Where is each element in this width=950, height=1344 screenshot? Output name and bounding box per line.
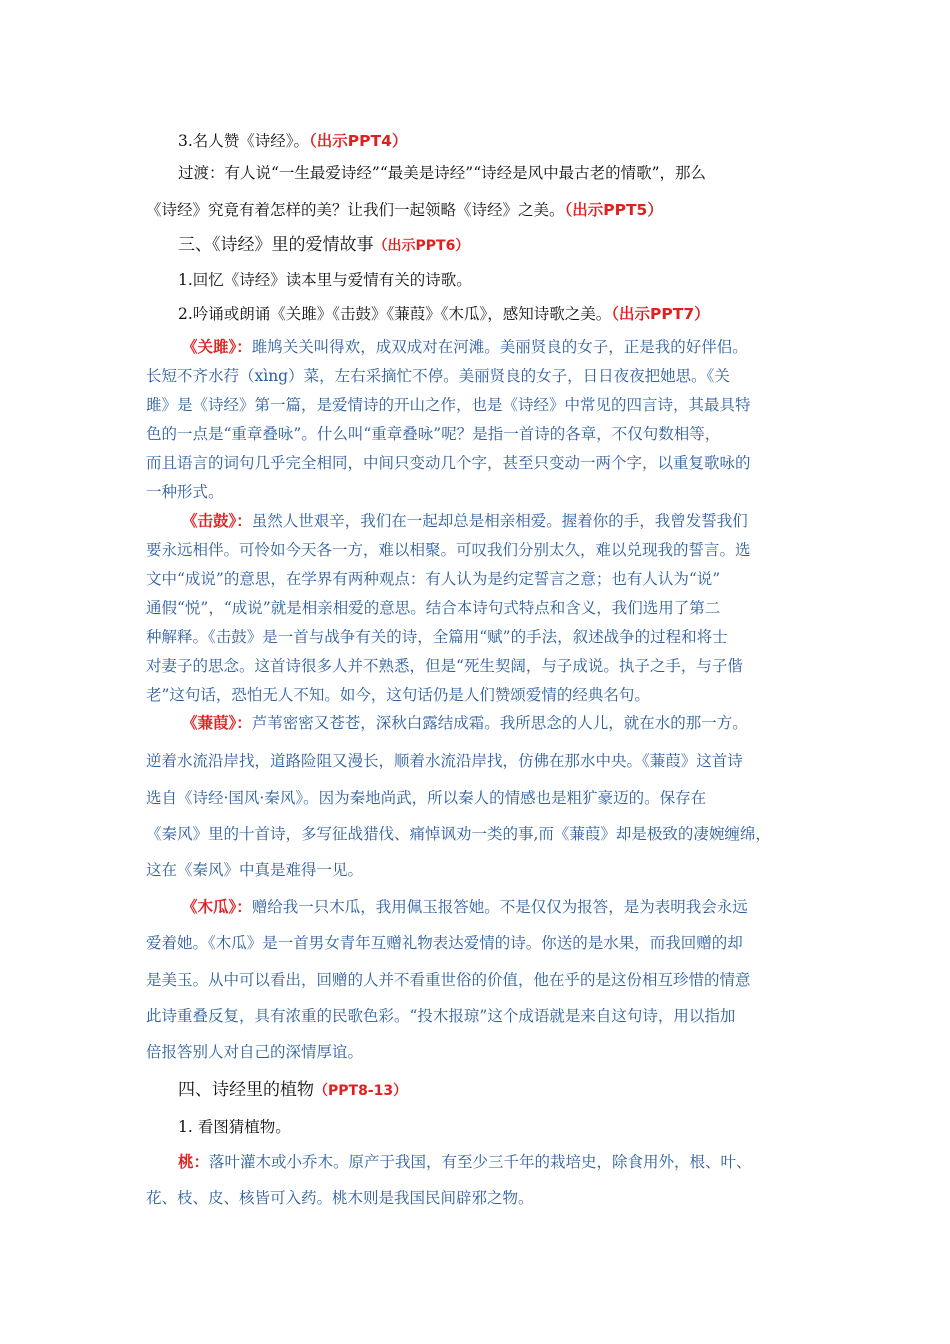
poem-guanju-line: 《关雎》：雎鸠关关叫得欢，成双成对在河滩。美丽贤良的女子，正是我的好伴侣。 — [182, 338, 748, 356]
section-heading-4: 四、诗经里的植物（PPT8-13） — [178, 1080, 408, 1100]
poem-mugua-line: 《木瓜》：赠给我一只木瓜，我用佩玉报答她。不是仅仅为报答，是为表明我会永远 — [182, 898, 748, 916]
ppt-tag: （出示PPT5） — [564, 201, 663, 219]
poem-title: 《蒹葭》： — [182, 714, 252, 732]
poem-jigu-line: 要永远相伴。可怜如今天各一方，难以相聚。可叹我们分别太久，难以兑现我的誓言。选 — [146, 541, 751, 559]
transition-line-2: 《诗经》究竟有着怎样的美？让我们一起领略《诗经》之美。（出示PPT5） — [146, 201, 663, 219]
section3-item-2: 2.吟诵或朗诵《关雎》《击鼓》《蒹葭》《木瓜》，感知诗歌之美。（出示PPT7） — [178, 305, 710, 323]
poem-jianjia-line: 《蒹葭》：芦苇密密又苍苍，深秋白露结成霜。我所思念的人儿，就在水的那一方。 — [182, 714, 748, 732]
poem-title: 《关雎》： — [182, 338, 252, 356]
poem-jigu-line: 文中“成说”的意思，在学界有两种观点：有人认为是约定誓言之意；也有人认为“说” — [146, 570, 721, 588]
poem-jigu-line: 对妻子的思念。这首诗很多人并不熟悉，但是“死生契阔，与子成说。执子之手，与子偕 — [146, 657, 743, 675]
poem-mugua-line: 倍报答别人对自己的深情厚谊。 — [146, 1043, 364, 1061]
poem-guanju-line: 色的一点是“重章叠咏”。什么叫“重章叠咏”呢？是指一首诗的各章，不仅句数相等， — [146, 425, 721, 443]
plant-tao-line: 花、枝、皮、核皆可入药。桃木则是我国民间辟邪之物。 — [146, 1189, 534, 1207]
section-heading-3: 三、《诗经》里的爱情故事（出示PPT6） — [178, 235, 470, 255]
ppt-tag: （出示PPT6） — [373, 238, 470, 254]
item-text: 3.名人赞《诗经》。 — [178, 132, 310, 150]
poem-mugua-line: 爱着她。《木瓜》是一首男女青年互赠礼物表达爱情的诗。你送的是水果，而我回赠的却 — [146, 934, 743, 952]
poem-jigu-line: 《击鼓》：虽然人世艰辛，我们在一起却总是相亲相爱。握着你的手，我曾发誓我们 — [182, 512, 748, 530]
poem-jigu-line: 通假“悦”，“成说”就是相亲相爱的意思。结合本诗句式特点和含义，我们选用了第二 — [146, 599, 721, 617]
section3-item-1: 1.回忆《诗经》读本里与爱情有关的诗歌。 — [178, 271, 472, 289]
section4-item-1: 1. 看图猜植物。 — [178, 1118, 291, 1136]
plant-title: 桃： — [178, 1153, 210, 1171]
poem-title: 《击鼓》： — [182, 512, 252, 530]
poem-guanju-line: 长短不齐水荇（xìng）菜，左右采摘忙不停。美丽贤良的女子，日日夜夜把她思。《关 — [146, 367, 730, 385]
poem-jianjia-line: 这在《秦风》中真是难得一见。 — [146, 861, 364, 879]
poem-jigu-line: 老”这句话，恐怕无人不知。如今，这句话仍是人们赞颂爱情的经典名句。 — [146, 686, 650, 704]
poem-jigu-line: 种解释。《击鼓》是一首与战争有关的诗，全篇用“赋”的手法，叙述战争的过程和将士 — [146, 628, 728, 646]
transition-line-1: 过渡：有人说“一生最爱诗经”“最美是诗经”“诗经是风中最古老的情歌”，那么 — [178, 164, 707, 182]
ppt-tag: （PPT8-13） — [314, 1083, 408, 1099]
poem-guanju-line: 一种形式。 — [146, 483, 224, 501]
ppt-tag: （出示PPT7） — [611, 305, 710, 323]
poem-mugua-line: 是美玉。从中可以看出，回赠的人并不看重世俗的价值，他在乎的是这份相互珍惜的情意 — [146, 971, 751, 989]
poem-guanju-line: 雎》是《诗经》第一篇，是爱情诗的开山之作，也是《诗经》中常见的四言诗，其最具特 — [146, 396, 751, 414]
poem-jianjia-line: 《秦风》里的十首诗，多写征战猎伐、痛悼讽劝一类的事,而《蒹葭》却是极致的凄婉缠绵， — [146, 825, 771, 843]
poem-title: 《木瓜》： — [182, 898, 252, 916]
poem-mugua-line: 此诗重叠反复，具有浓重的民歌色彩。“投木报琼”这个成语就是来自这句诗，用以指加 — [146, 1007, 736, 1025]
ppt-tag: （出示PPT4） — [309, 132, 408, 150]
section-item-3 — [178, 131, 407, 151]
plant-tao-line: 桃：落叶灌木或小乔木。原产于我国，有至少三千年的栽培史，除食用外，根、叶、 — [178, 1153, 752, 1171]
poem-guanju-line: 而且语言的词句几乎完全相同，中间只变动几个字，甚至只变动一两个字，以重复歌咏的 — [146, 454, 751, 472]
poem-jianjia-line: 逆着水流沿岸找，道路险阻又漫长，顺着水流沿岸找，仿佛在那水中央。《蒹葭》这首诗 — [146, 752, 743, 770]
poem-jianjia-line: 选自《诗经·国风·秦风》。因为秦地尚武，所以秦人的情感也是粗犷豪迈的。保存在 — [146, 789, 707, 807]
